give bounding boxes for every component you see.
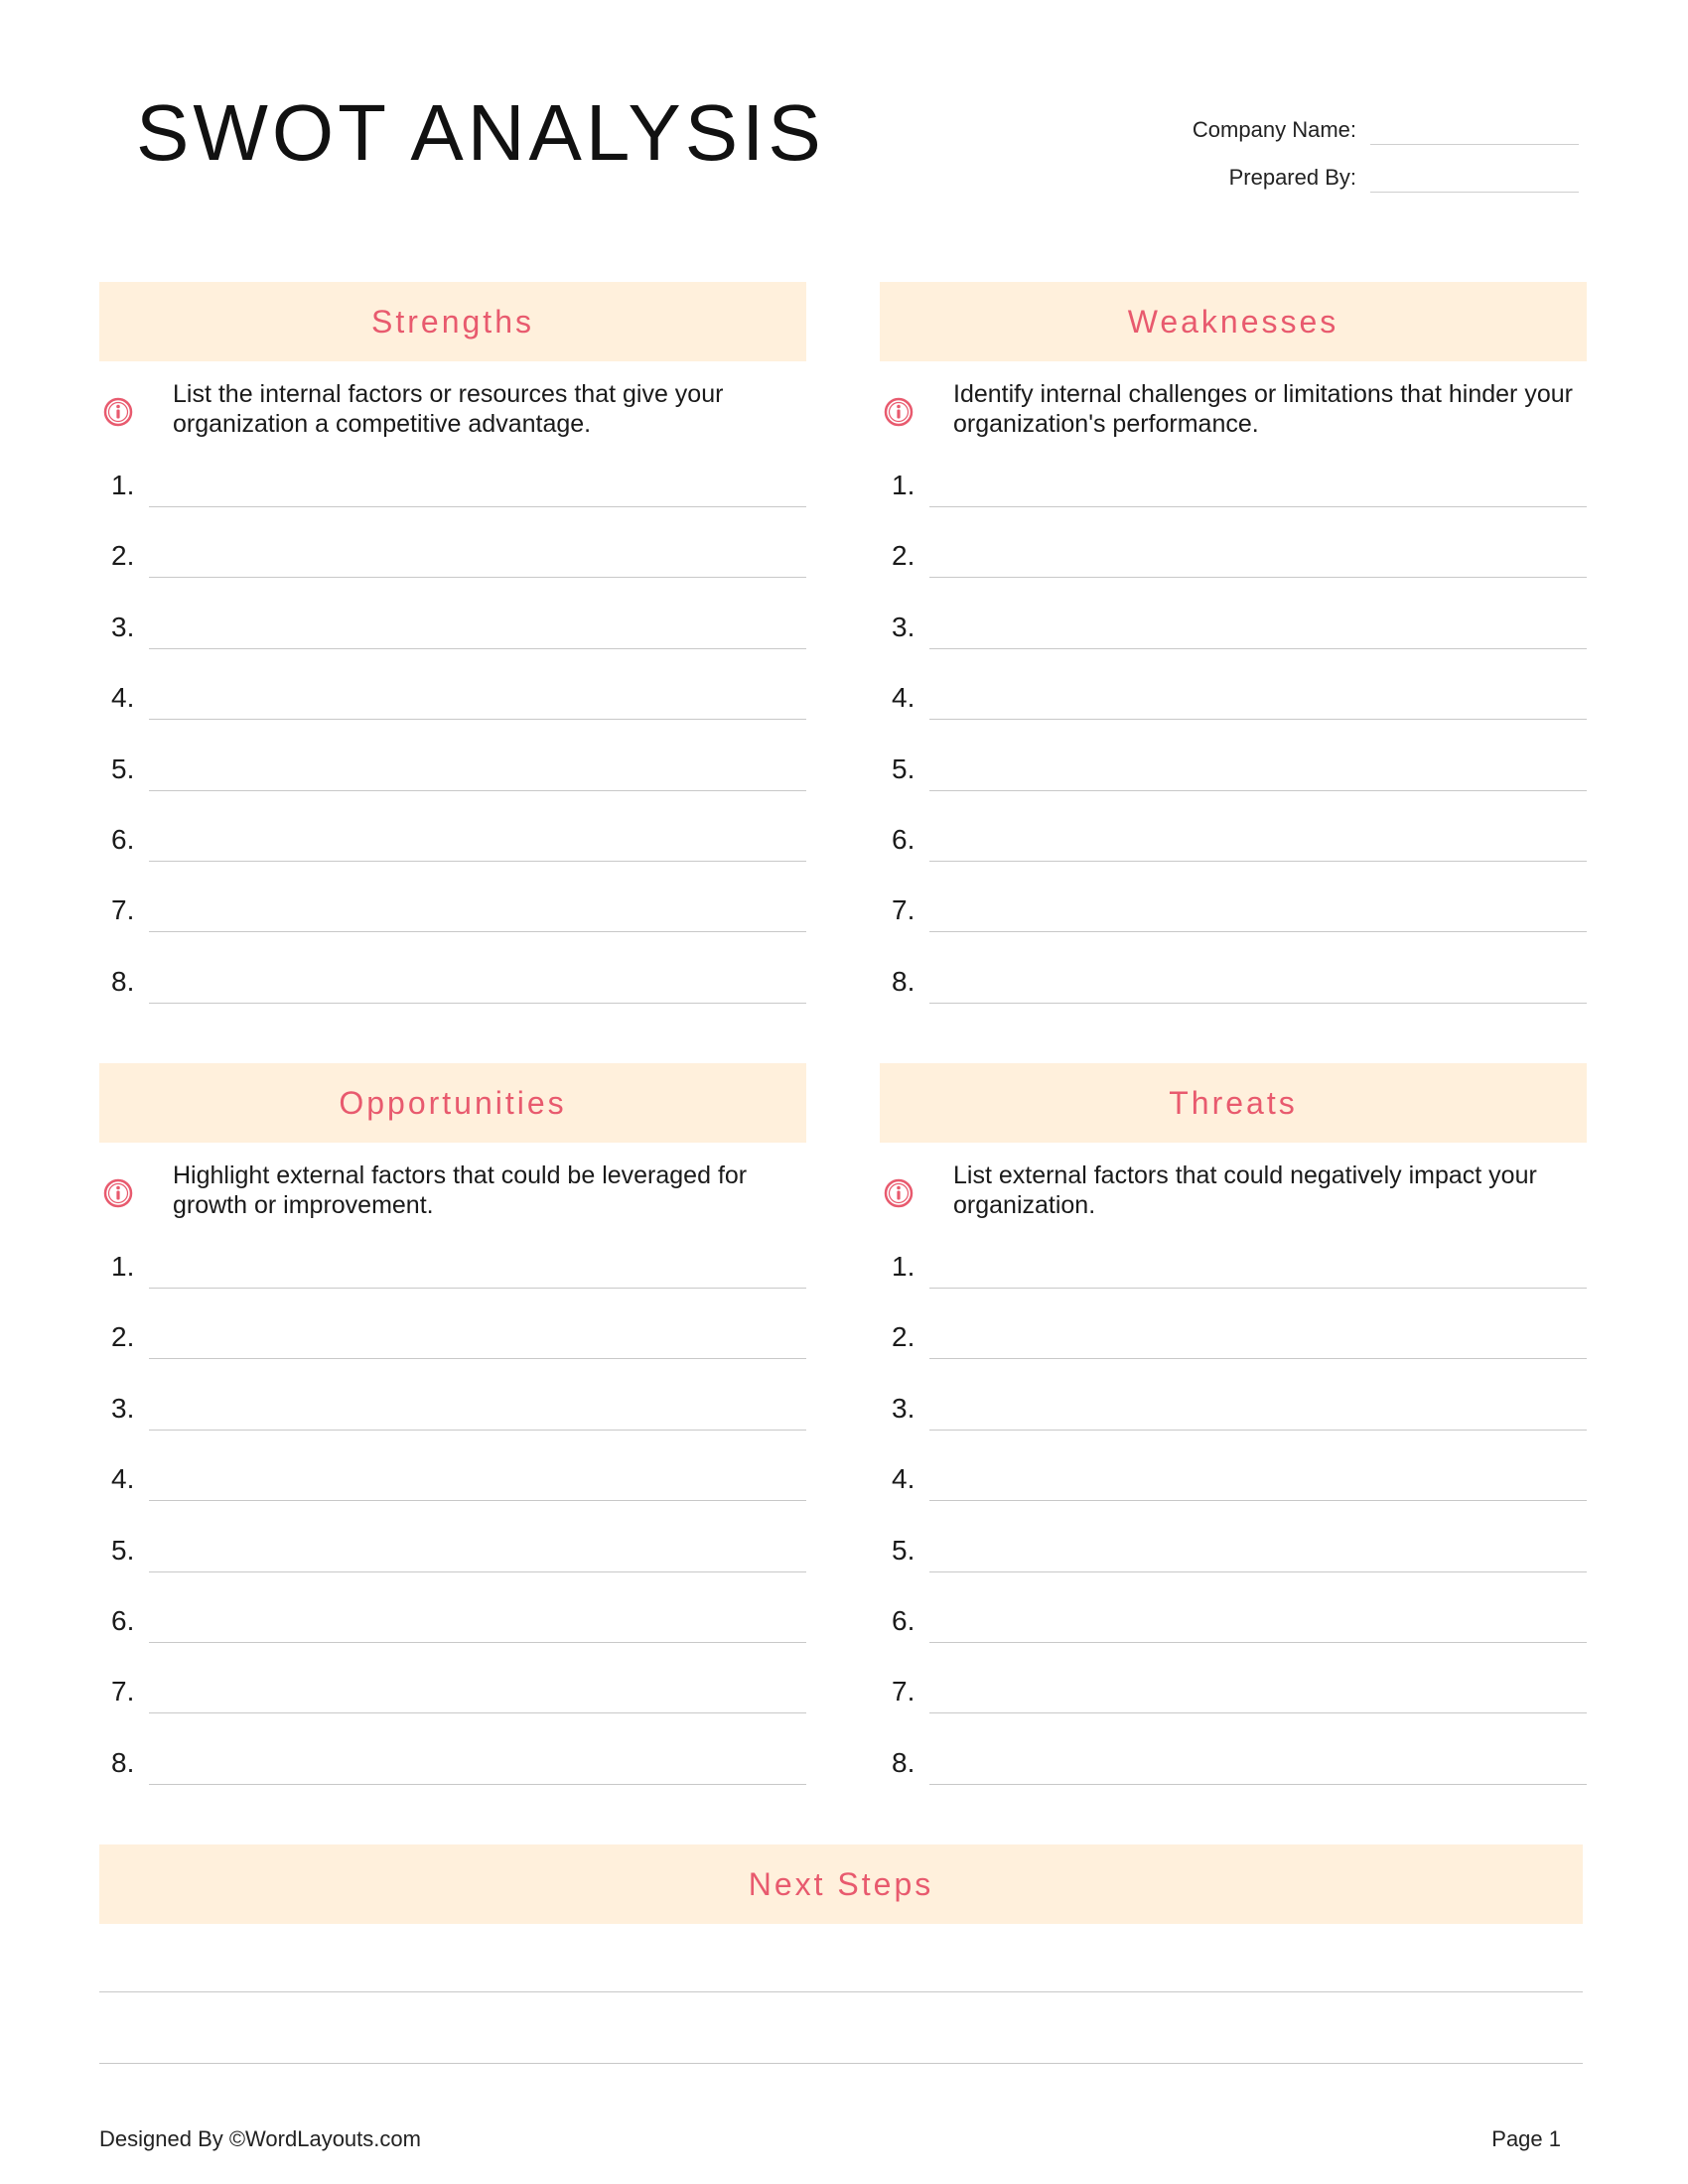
list-item — [99, 1590, 806, 1661]
list-item — [99, 739, 806, 809]
entry-line[interactable] — [929, 648, 1587, 649]
list-item-number: 4. — [111, 1463, 135, 1495]
list-item — [880, 1236, 1587, 1306]
entry-line[interactable] — [929, 1784, 1587, 1785]
entry-line[interactable] — [149, 1358, 806, 1359]
list-item — [99, 525, 806, 596]
entry-line[interactable] — [149, 648, 806, 649]
list-item-number: 4. — [892, 682, 915, 714]
list-item-number: 2. — [111, 540, 135, 572]
list-item-number: 7. — [111, 894, 135, 926]
entry-line[interactable] — [149, 1642, 806, 1643]
entry-line[interactable] — [929, 577, 1587, 578]
list-item-number: 8. — [111, 1746, 135, 1778]
list-item-number: 3. — [892, 611, 915, 642]
list-item — [99, 880, 806, 950]
list-item-number: 2. — [892, 1321, 915, 1353]
list-item — [880, 951, 1587, 1022]
entry-line[interactable] — [149, 1288, 806, 1289]
company-name-row — [1142, 115, 1579, 145]
next-steps-header: Next Steps — [99, 1844, 1583, 1924]
list-item — [880, 525, 1587, 596]
list-item-number: 7. — [892, 1676, 915, 1707]
list-item-number: 2. — [892, 540, 915, 572]
list-item — [99, 1661, 806, 1731]
info-icon — [884, 397, 914, 427]
list-item-number: 5. — [892, 1534, 915, 1566]
list-item — [880, 739, 1587, 809]
list-item-number: 3. — [111, 611, 135, 642]
entry-line[interactable] — [929, 1571, 1587, 1572]
section-description-row — [880, 361, 1587, 449]
entry-line[interactable] — [149, 1571, 806, 1572]
section-description-row — [99, 361, 806, 449]
company-name-label: Company Name: — [1192, 117, 1356, 142]
list-item — [880, 667, 1587, 738]
list-item-number: 1. — [111, 1251, 135, 1282]
list-item — [880, 1306, 1587, 1377]
entry-list — [880, 455, 1587, 1022]
list-item — [99, 455, 806, 525]
entry-line[interactable] — [149, 1430, 806, 1431]
section-header: Weaknesses — [880, 282, 1587, 361]
section-header: Threats — [880, 1063, 1587, 1143]
entry-line[interactable] — [929, 1500, 1587, 1501]
list-item — [880, 1590, 1587, 1661]
list-item — [99, 1306, 806, 1377]
section-description: Highlight external factors that could be leveraged for growth or improvement. — [173, 1161, 748, 1219]
section-strengths — [99, 282, 806, 1022]
section-opportunities — [99, 1063, 806, 1803]
list-item — [99, 809, 806, 880]
entry-line[interactable] — [149, 506, 806, 507]
section-description: List external factors that could negatively impact your organization. — [953, 1161, 1537, 1219]
list-item-number: 1. — [892, 470, 915, 500]
list-item-number: 5. — [111, 752, 135, 784]
entry-list — [880, 1236, 1587, 1803]
list-item — [99, 667, 806, 738]
list-item — [99, 1448, 806, 1519]
entry-line[interactable] — [929, 1712, 1587, 1713]
list-item-number: 6. — [892, 823, 915, 855]
entry-line[interactable] — [149, 1712, 806, 1713]
list-item-number: 4. — [111, 682, 135, 714]
entry-line[interactable] — [149, 790, 806, 791]
section-threats — [880, 1063, 1587, 1803]
list-item — [880, 1448, 1587, 1519]
list-item-number: 3. — [892, 1392, 915, 1424]
page-number: Page 1 — [1491, 2126, 1561, 2151]
info-icon — [103, 1178, 133, 1208]
info-icon — [103, 397, 133, 427]
list-item — [99, 951, 806, 1022]
prepared-by-label: Prepared By: — [1228, 165, 1356, 190]
entry-line[interactable] — [149, 1500, 806, 1501]
next-steps-line[interactable] — [99, 2063, 1583, 2064]
footer-credit: Designed By ©WordLayouts.com — [99, 2126, 421, 2151]
list-item — [880, 455, 1587, 525]
list-item — [99, 597, 806, 667]
list-item — [880, 597, 1587, 667]
list-item — [99, 1520, 806, 1590]
list-item — [880, 1732, 1587, 1803]
list-item-number: 8. — [892, 965, 915, 997]
list-item-number: 5. — [892, 752, 915, 784]
list-item — [880, 1378, 1587, 1448]
list-item — [880, 880, 1587, 950]
section-header: Strengths — [99, 282, 806, 361]
entry-list — [99, 455, 806, 1022]
list-item-number: 3. — [111, 1392, 135, 1424]
list-item — [99, 1732, 806, 1803]
list-item-number: 8. — [892, 1746, 915, 1778]
section-description: Identify internal challenges or limitations that hinder your organization's performance. — [953, 380, 1573, 438]
entry-line[interactable] — [929, 861, 1587, 862]
section-description-row — [99, 1143, 806, 1230]
entry-line[interactable] — [929, 506, 1587, 507]
prepared-by-row — [1142, 163, 1579, 193]
entry-line[interactable] — [929, 1358, 1587, 1359]
next-steps-line[interactable] — [99, 1991, 1583, 1992]
list-item-number: 2. — [111, 1321, 135, 1353]
entry-line[interactable] — [929, 931, 1587, 932]
entry-line[interactable] — [929, 1003, 1587, 1004]
list-item-number: 4. — [892, 1463, 915, 1495]
entry-line[interactable] — [929, 1642, 1587, 1643]
list-item — [880, 1520, 1587, 1590]
section-header: Opportunities — [99, 1063, 806, 1143]
list-item-number: 7. — [892, 894, 915, 926]
list-item-number: 1. — [111, 470, 135, 500]
info-icon — [884, 1178, 914, 1208]
list-item-number: 6. — [892, 1604, 915, 1636]
list-item-number: 5. — [111, 1534, 135, 1566]
list-item — [880, 1661, 1587, 1731]
prepared-by-field[interactable] — [1370, 192, 1579, 193]
entry-line[interactable] — [929, 1288, 1587, 1289]
entry-line[interactable] — [149, 931, 806, 932]
section-weaknesses — [880, 282, 1587, 1022]
list-item — [880, 809, 1587, 880]
list-item-number: 6. — [111, 1604, 135, 1636]
section-description-row — [880, 1143, 1587, 1230]
entry-line[interactable] — [929, 790, 1587, 791]
entry-line[interactable] — [149, 1784, 806, 1785]
entry-line[interactable] — [149, 577, 806, 578]
entry-line[interactable] — [929, 1430, 1587, 1431]
company-name-field[interactable] — [1370, 144, 1579, 145]
entry-line[interactable] — [929, 719, 1587, 720]
list-item-number: 1. — [892, 1251, 915, 1282]
section-description: List the internal factors or resources that give your organization a competitive advantage. — [173, 380, 724, 438]
list-item-number: 6. — [111, 823, 135, 855]
entry-line[interactable] — [149, 719, 806, 720]
entry-line[interactable] — [149, 861, 806, 862]
entry-line[interactable] — [149, 1003, 806, 1004]
list-item — [99, 1236, 806, 1306]
entry-list — [99, 1236, 806, 1803]
list-item-number: 7. — [111, 1676, 135, 1707]
list-item-number: 8. — [111, 965, 135, 997]
page-title: SWOT ANALYSIS — [136, 88, 825, 177]
list-item — [99, 1378, 806, 1448]
